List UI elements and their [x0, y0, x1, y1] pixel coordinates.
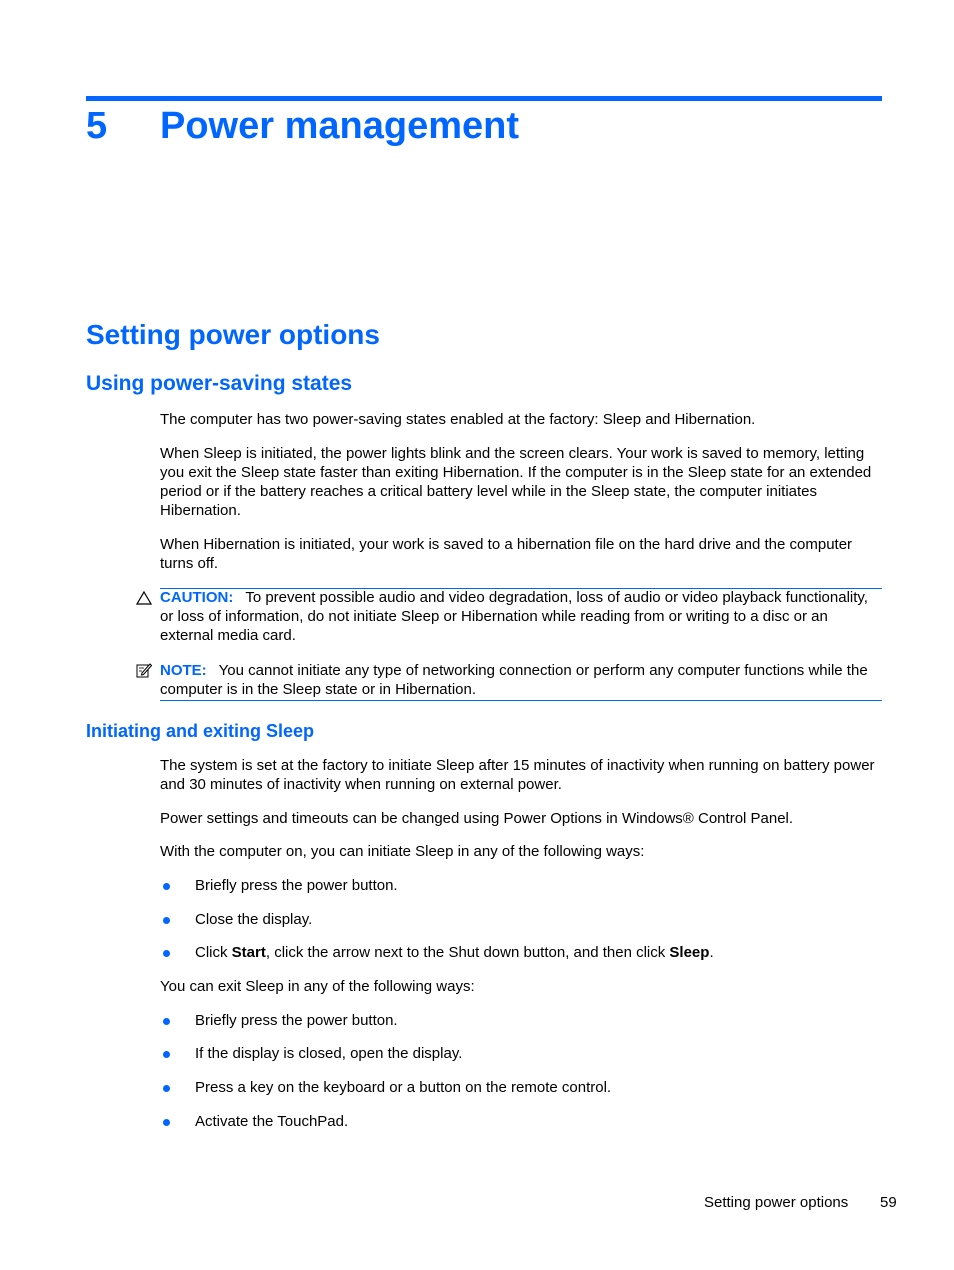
caution-label: CAUTION: — [160, 589, 234, 606]
note-label: NOTE: — [160, 662, 207, 679]
text-run: . — [709, 944, 714, 961]
list-item-text: Briefly press the power button. — [195, 877, 398, 894]
chapter-rule — [86, 96, 882, 101]
bullet-icon — [163, 1085, 170, 1092]
chapter-number: 5 — [86, 105, 108, 147]
list-item-text: Briefly press the power button. — [195, 1012, 398, 1029]
page-number: 59 — [880, 1194, 897, 1211]
chapter-title — [86, 102, 519, 150]
note-pencil-icon — [136, 662, 152, 678]
paragraph-initiate-intro: With the computer on, you can initiate Sleep in any of the following ways: — [160, 843, 645, 860]
paragraph-exit-intro: You can exit Sleep in any of the following ways: — [160, 978, 475, 995]
paragraph-intro: The computer has two power-saving states enabled at the factory: Sleep and Hibernation. — [160, 411, 756, 428]
text-run: Click — [195, 944, 232, 961]
list-item-text: Press a key on the keyboard or a button on the remote control. — [195, 1079, 612, 1096]
bullet-icon — [163, 917, 170, 924]
list-item-text: Close the display. — [195, 911, 313, 928]
bullet-icon — [163, 1119, 170, 1126]
caution-text: To prevent possible audio and video degradation, loss of audio or video playback functionality, or loss of information, do not initiate Sleep or Hibernation while reading from or writing to a disc or an external media card. — [160, 589, 868, 644]
bullet-icon — [163, 883, 170, 890]
paragraph-power-settings: Power settings and timeouts can be changed using Power Options in Windows® Control Panel. — [160, 810, 794, 827]
bullet-icon — [163, 950, 170, 957]
chapter-title-text: Power management — [160, 105, 519, 147]
sleep-command-reference: Sleep — [669, 944, 710, 961]
paragraph-sleep-timeout: The system is set at the factory to initiate Sleep after 15 minutes of inactivity when running on battery power and 30 minutes of inactivity when running on external power. — [160, 757, 875, 793]
note-notice — [160, 661, 882, 699]
bullet-icon — [163, 1051, 170, 1058]
footer-section-name: Setting power options — [704, 1194, 849, 1211]
note-bottom-rule — [160, 700, 882, 701]
list-item-text: Activate the TouchPad. — [195, 1113, 349, 1130]
text-run: , click the arrow next to the Shut down button, and then click — [265, 944, 670, 961]
note-text: You cannot initiate any type of networking connection or perform any computer functions while the computer is in the Sleep state or in Hibernation. — [160, 662, 868, 698]
paragraph-sleep: When Sleep is initiated, the power lights blink and the screen clears. Your work is saved to memory, letting you exit the Sleep state faster than exiting Hibernation. If the computer is in the Sleep state for an extended period or if the battery reaches a critical battery level while in the Sleep state, the computer initiates Hibernation. — [160, 445, 872, 519]
section-title: Setting power options — [86, 319, 380, 350]
bullet-icon — [163, 1018, 170, 1025]
list-item-text: If the display is closed, open the display. — [195, 1045, 463, 1062]
list-item-text — [195, 943, 714, 962]
paragraph-hibernation: When Hibernation is initiated, your work is saved to a hibernation file on the hard drive and the computer turns off. — [160, 536, 853, 572]
caution-notice — [160, 588, 882, 645]
start-menu-reference: Start — [231, 944, 266, 961]
caution-triangle-icon — [136, 590, 152, 606]
subsection-title: Using power-saving states — [86, 372, 353, 395]
sleep-subsection-title: Initiating and exiting Sleep — [86, 721, 315, 741]
